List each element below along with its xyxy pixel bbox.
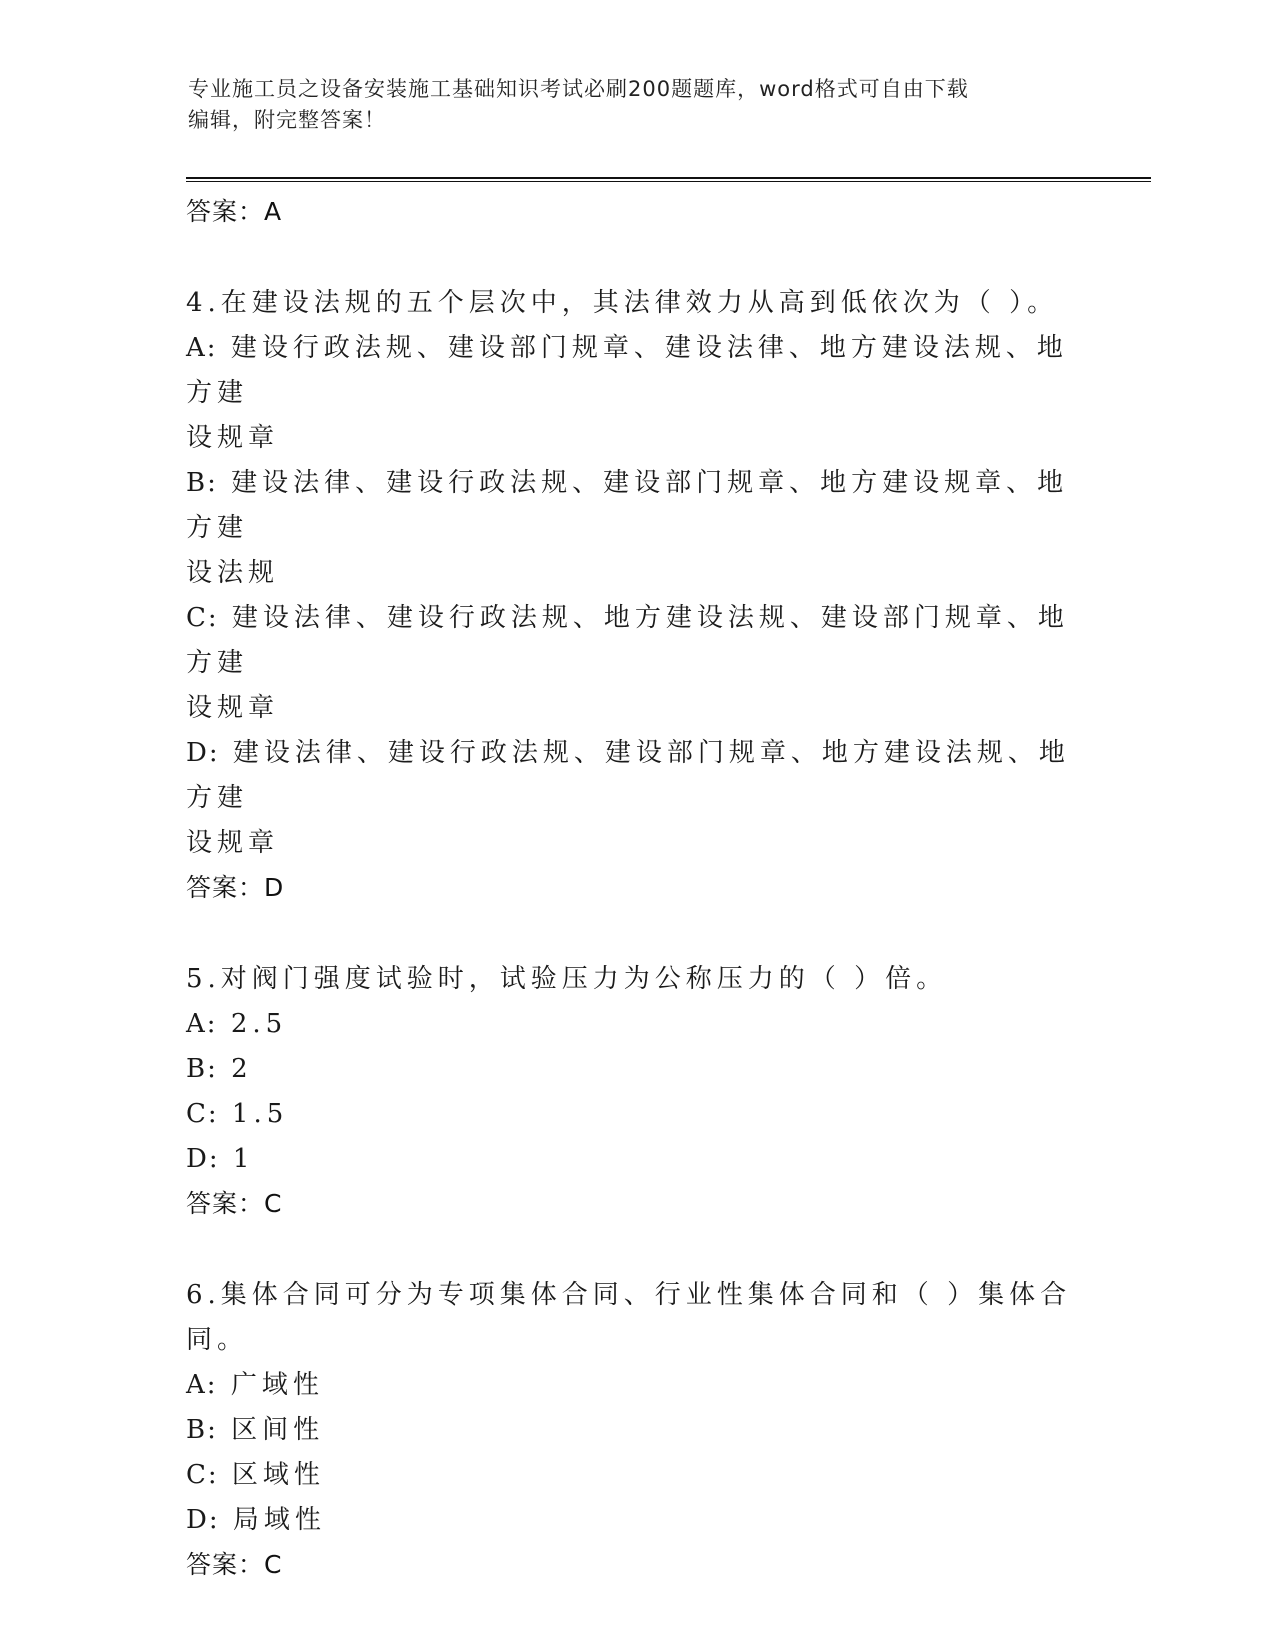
answer-option [186,1453,1086,1498]
question-answer: 答案：C [186,1550,283,1579]
question-title: 4.在建设法规的五个层次中，其法律效力从高到低依次为（ ）。 [186,288,1059,318]
question-block [186,1273,1086,1587]
option-text: 设法规 [186,558,280,588]
answer-option [186,461,1086,596]
question-spacer [186,1226,1086,1273]
option-label: B: [186,1415,218,1445]
question-list [186,190,1086,1587]
question-answer: 答案：C [186,1189,283,1218]
option-text: 2.5 [230,1009,288,1039]
option-text: 建设行政法规、建设部门规章、建设法律、地方建设法规、地方建 [186,333,1068,408]
header-divider-thin [186,181,1151,182]
option-text: 区域性 [231,1460,325,1490]
option-text: 建设法律、建设行政法规、地方建设法规、建设部门规章、地方建 [186,603,1069,678]
option-label: D: [186,1505,220,1535]
answer-option [186,1002,1086,1047]
answer-option [186,1092,1086,1137]
question-answer: 答案：D [186,873,285,902]
option-text: 2 [231,1054,253,1084]
question-block [186,281,1086,910]
answer-option [186,731,1086,866]
option-text: 区间性 [231,1415,325,1445]
option-label: B: [186,468,218,498]
header-divider-thick [186,177,1151,179]
question-block [186,957,1086,1226]
answer-option [186,1137,1086,1182]
option-label: A: [186,1370,218,1400]
option-text: 设规章 [186,693,280,723]
answer-option [186,1363,1086,1408]
answer-option [186,1047,1086,1092]
option-text: 建设法律、建设行政法规、建设部门规章、地方建设规章、地方建 [186,468,1069,543]
option-label: C: [186,603,219,633]
answer-option [186,1498,1086,1543]
document-header [188,74,1068,136]
question-title: 6.集体合同可分为专项集体合同、行业性集体合同和（ ）集体合同。 [186,1280,1072,1355]
option-text: 设规章 [186,423,280,453]
header-line-2: 编辑，附完整答案！ [188,108,386,132]
question-title: 5.对阀门强度试验时，试验压力为公称压力的（ ）倍。 [186,964,948,994]
option-text: 1 [232,1144,255,1174]
option-label: C: [186,1099,219,1129]
question-spacer [186,234,1086,281]
option-text: 设规章 [186,828,280,858]
option-label: D: [186,1144,220,1174]
header-line-1: 专业施工员之设备安装施工基础知识考试必刷200题题库，word格式可自由下载 [188,77,969,101]
answer-option [186,596,1086,731]
answer-option [186,326,1086,461]
previous-answer: 答案：A [186,197,283,226]
option-label: C: [186,1460,219,1490]
question-spacer [186,910,1086,957]
option-label: D: [186,738,220,768]
option-text: 广域性 [230,1370,324,1400]
answer-option [186,1408,1086,1453]
option-text: 建设法律、建设行政法规、建设部门规章、地方建设法规、地方建 [186,738,1070,813]
option-text: 局域性 [232,1505,326,1535]
option-label: A: [186,1009,218,1039]
option-label: A: [186,333,218,363]
option-label: B: [186,1054,218,1084]
option-text: 1.5 [231,1099,289,1129]
